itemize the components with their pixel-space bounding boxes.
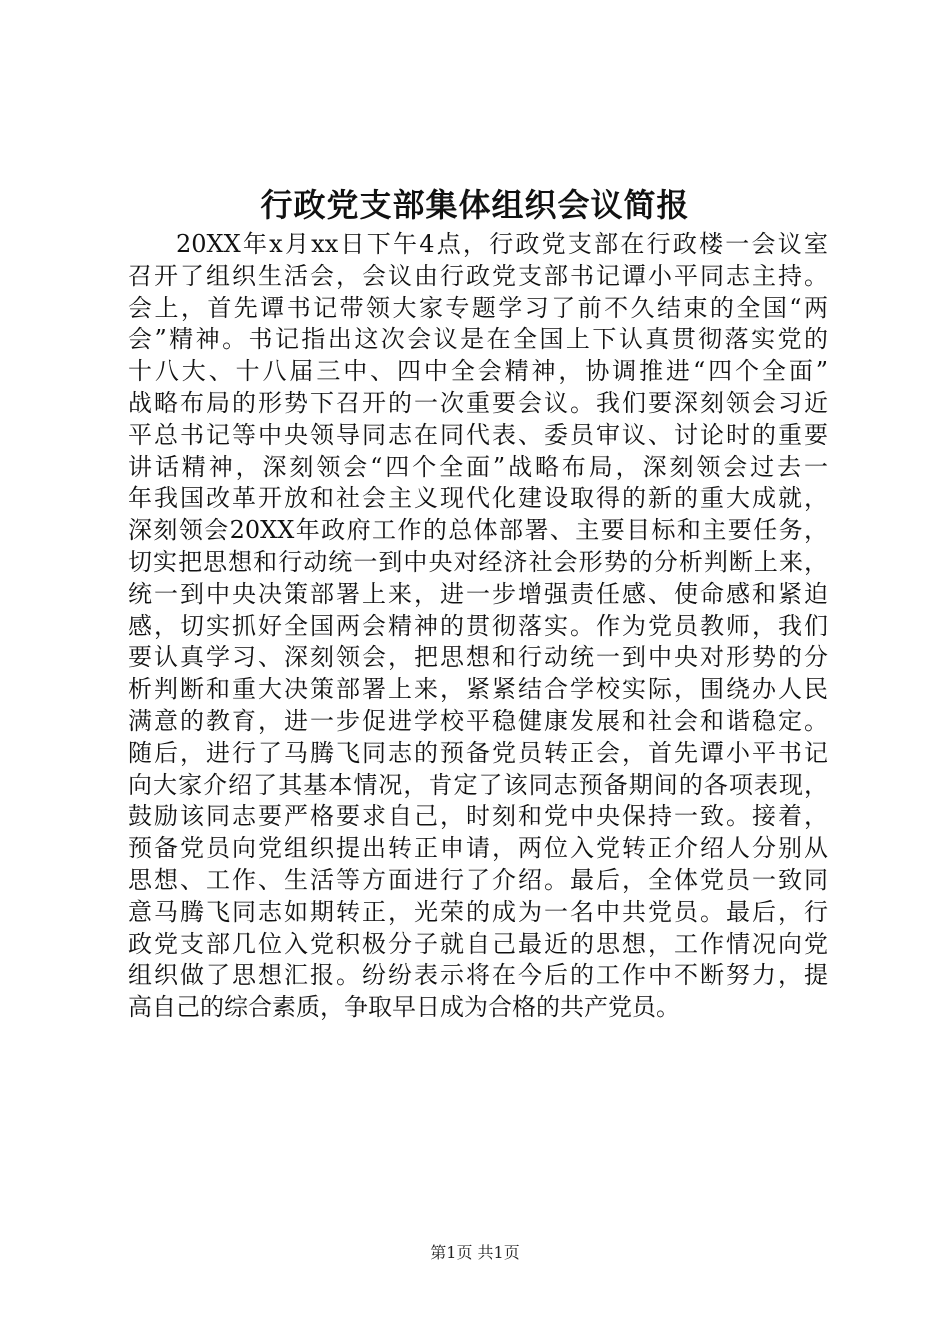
body-line: 会”精神。书记指出这次会议是在全国上下认真贯彻落实党的 <box>128 325 828 354</box>
page-footer <box>0 1242 950 1264</box>
body-line: 十八大、十八届三中、四中全会精神，协调推进“四个全面” <box>128 357 828 386</box>
body-line: 满意的教育，进一步促进学校平稳健康发展和社会和谐稳定。 <box>128 706 828 735</box>
body-line: 向大家介绍了其基本情况，肯定了该同志预备期间的各项表现， <box>128 770 828 799</box>
body-line: 随后，进行了马腾飞同志的预备党员转正会，首先谭小平书记 <box>128 738 828 767</box>
body-line: 召开了组织生活会，会议由行政党支部书记谭小平同志主持。 <box>128 261 828 290</box>
body-line: 感，切实抓好全国两会精神的贯彻落实。作为党员教师，我们 <box>128 611 828 640</box>
body-line: 意马腾飞同志如期转正，光荣的成为一名中共党员。最后，行 <box>128 897 828 926</box>
document-body <box>128 229 828 1024</box>
body-line: 要认真学习、深刻领会，把思想和行动统一到中央对形势的分 <box>128 643 828 672</box>
body-line: 鼓励该同志要严格要求自己，时刻和党中央保持一致。接着， <box>128 802 828 831</box>
body-line: 20XX年x月xx日下午4点，行政党支部在行政楼一会议室 <box>176 230 828 258</box>
body-line: 预备党员向党组织提出转正申请，两位入党转正介绍人分别从 <box>128 834 828 863</box>
body-line: 年我国改革开放和社会主义现代化建设取得的新的重大成就， <box>128 484 828 513</box>
body-line: 政党支部几位入党积极分子就自己最近的思想，工作情况向党 <box>128 929 828 958</box>
body-line: 析判断和重大决策部署上来，紧紧结合学校实际，围绕办人民 <box>128 675 828 704</box>
body-line: 高自己的综合素质，争取早日成为合格的共产党员。 <box>128 993 680 1022</box>
body-line: 深刻领会20XX年政府工作的总体部署、主要目标和主要任务， <box>128 516 828 545</box>
document-title: 行政党支部集体组织会议简报 <box>260 186 690 224</box>
body-line: 会上，首先谭书记带领大家专题学习了前不久结束的全国“两 <box>128 293 828 322</box>
body-line: 思想、工作、生活等方面进行了介绍。最后，全体党员一致同 <box>128 865 828 894</box>
body-line: 平总书记等中央领导同志在同代表、委员审议、讨论时的重要 <box>128 420 828 449</box>
body-line: 统一到中央决策部署上来，进一步增强责任感、使命感和紧迫 <box>128 579 828 608</box>
body-line: 切实把思想和行动统一到中央对经济社会形势的分析判断上来， <box>128 547 828 576</box>
body-line: 组织做了思想汇报。纷纷表示将在今后的工作中不断努力，提 <box>128 961 828 990</box>
body-line: 讲话精神，深刻领会“四个全面”战略布局，深刻领会过去一 <box>128 452 828 481</box>
page-number-label: 第1页 共1页 <box>430 1243 520 1262</box>
body-line: 战略布局的形势下召开的一次重要会议。我们要深刻领会习近 <box>128 388 828 417</box>
